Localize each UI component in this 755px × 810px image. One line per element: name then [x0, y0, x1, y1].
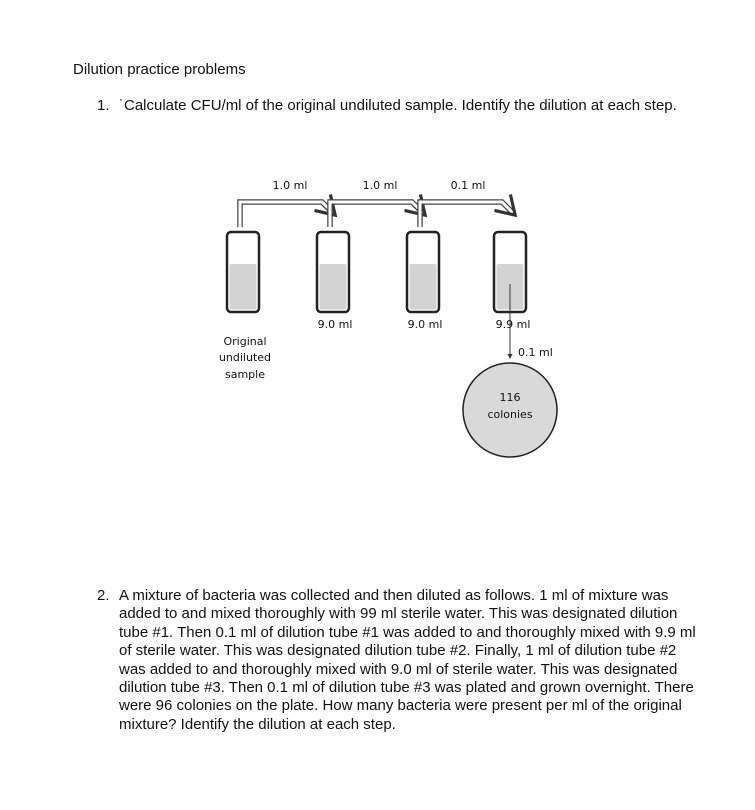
plate-colony-count: 116 — [499, 391, 521, 404]
transfer-label-3: 0.1 ml — [450, 179, 486, 192]
transfer-arrow-2 — [330, 202, 422, 227]
transfer-label-1: 1.0 ml — [272, 179, 308, 192]
tube-1 — [317, 232, 349, 312]
page-title: Dilution practice problems — [73, 61, 246, 78]
plating-volume-label: 0.1 ml — [518, 346, 553, 359]
transfer-arrow-1 — [240, 202, 332, 227]
question-2-number: 2. — [97, 587, 110, 604]
question-2-text: A mixture of bacteria was collected and then diluted as follows. 1 ml of mixture was added to and mixed thoroughly with 99 ml sterile water. This was designated dilution tube #1. Then 0.1 ml of dilution tube #1 was added to and thoroughly mixed with 9.9 ml of sterile water. This was designated dilution tube #2. Finally, 1 ml of dilution tube #2 was added to and thoroughly mixed with 9.0 ml of sterile water. This was designated dilution tube #3. Then 0.1 ml of dilution tube #3 was plated and grown overnight. There were 96 colonies on the plate. How many bacteria were present per ml of the original mixture? Identify the dilution at each step. — [119, 587, 696, 733]
original-label-line-2: undiluted — [218, 351, 272, 364]
tube-volume-1: 9.0 ml — [317, 318, 353, 331]
tube-volume-3: 9.9 ml — [495, 318, 531, 331]
question-1-text: ˙Calculate CFU/ml of the original undiluted sample. Identify the dilution at each step. — [119, 97, 677, 114]
tube-volume-2: 9.0 ml — [407, 318, 443, 331]
question-1-number: 1. — [97, 97, 110, 114]
tube-2 — [407, 232, 439, 312]
original-label-line-3: sample — [225, 368, 265, 381]
original-label-line-1: Original — [223, 335, 267, 348]
transfer-label-2: 1.0 ml — [362, 179, 398, 192]
tube-original — [227, 232, 259, 312]
plate-colony-label: colonies — [487, 408, 533, 421]
transfer-arrow-3 — [420, 202, 512, 227]
